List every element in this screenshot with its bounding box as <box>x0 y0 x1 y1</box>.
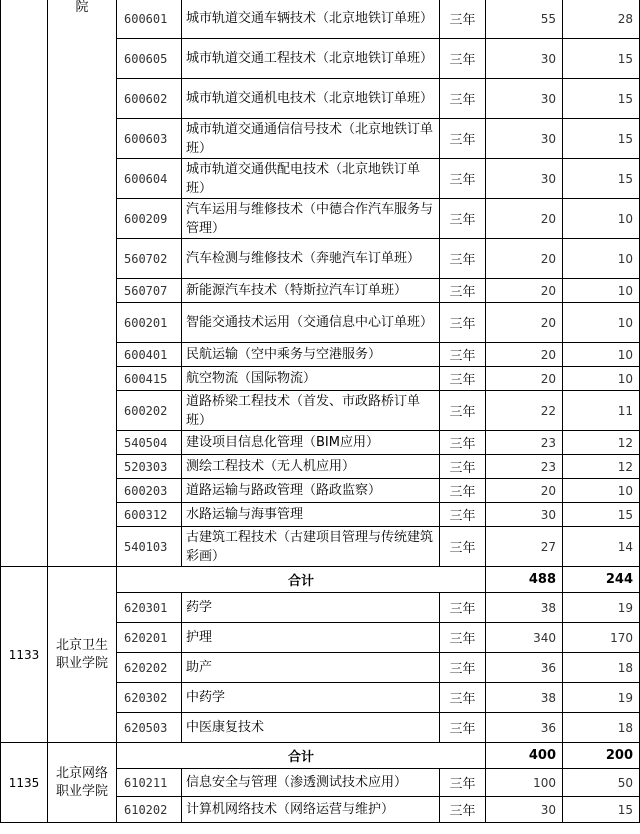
quota-count-cell: 10 <box>563 279 640 303</box>
major-code-cell: 600401 <box>117 343 182 367</box>
duration-cell: 三年 <box>440 683 486 713</box>
quota-count-cell: 170 <box>563 623 640 653</box>
institution-name-cell: 北京卫生职业学院 <box>48 567 117 743</box>
plan-count-cell: 30 <box>486 503 563 527</box>
quota-count-cell: 15 <box>563 39 640 79</box>
institution-name-cell: 北京网络职业学院 <box>48 743 117 823</box>
major-name-cell: 测绘工程技术（无人机应用） <box>182 455 440 479</box>
duration-cell: 三年 <box>440 79 486 119</box>
major-name-cell: 水路运输与海事管理 <box>182 503 440 527</box>
duration-cell: 三年 <box>440 593 486 623</box>
major-code-cell: 620202 <box>117 653 182 683</box>
duration-cell: 三年 <box>440 0 486 39</box>
major-name-cell: 城市轨道交通供配电技术（北京地铁订单班） <box>182 159 440 199</box>
major-code-cell: 600209 <box>117 199 182 239</box>
total-quota-cell: 200 <box>563 743 640 769</box>
total-quota-cell: 244 <box>563 567 640 593</box>
major-name-cell: 助产 <box>182 653 440 683</box>
plan-count-cell: 20 <box>486 199 563 239</box>
plan-count-cell: 30 <box>486 39 563 79</box>
major-name-cell: 护理 <box>182 623 440 653</box>
major-name-cell: 汽车运用与维修技术（中德合作汽车服务与管理） <box>182 199 440 239</box>
total-row <box>1 567 640 593</box>
table-row <box>1 0 640 39</box>
total-plan-cell: 488 <box>486 567 563 593</box>
major-code-cell: 600604 <box>117 159 182 199</box>
quota-count-cell: 19 <box>563 683 640 713</box>
quota-count-cell: 10 <box>563 343 640 367</box>
plan-count-cell: 38 <box>486 593 563 623</box>
major-name-cell: 新能源汽车技术（特斯拉汽车订单班） <box>182 279 440 303</box>
major-name-cell: 中医康复技术 <box>182 713 440 743</box>
major-code-cell: 610211 <box>117 769 182 797</box>
plan-count-cell: 20 <box>486 479 563 503</box>
major-code-cell: 540103 <box>117 527 182 567</box>
plan-count-cell: 23 <box>486 431 563 455</box>
duration-cell: 三年 <box>440 159 486 199</box>
duration-cell: 三年 <box>440 503 486 527</box>
major-code-cell: 520303 <box>117 455 182 479</box>
duration-cell: 三年 <box>440 119 486 159</box>
plan-count-cell: 22 <box>486 391 563 431</box>
major-name-cell: 城市轨道交通机电技术（北京地铁订单班） <box>182 79 440 119</box>
plan-count-cell: 340 <box>486 623 563 653</box>
plan-count-cell: 30 <box>486 79 563 119</box>
duration-cell: 三年 <box>440 199 486 239</box>
plan-count-cell: 27 <box>486 527 563 567</box>
plan-count-cell: 55 <box>486 0 563 39</box>
plan-count-cell: 20 <box>486 367 563 391</box>
major-code-cell: 600312 <box>117 503 182 527</box>
major-code-cell: 610202 <box>117 797 182 823</box>
quota-count-cell: 10 <box>563 303 640 343</box>
major-code-cell: 600203 <box>117 479 182 503</box>
total-label-cell: 合计 <box>117 743 486 769</box>
plan-count-cell: 20 <box>486 239 563 279</box>
duration-cell: 三年 <box>440 623 486 653</box>
table-body <box>1 0 640 823</box>
major-name-cell: 道路运输与路政管理（路政监察） <box>182 479 440 503</box>
plan-count-cell: 30 <box>486 119 563 159</box>
major-code-cell: 540504 <box>117 431 182 455</box>
major-code-cell: 600605 <box>117 39 182 79</box>
plan-count-cell: 30 <box>486 159 563 199</box>
quota-count-cell: 10 <box>563 367 640 391</box>
quota-count-cell: 18 <box>563 713 640 743</box>
duration-cell: 三年 <box>440 479 486 503</box>
plan-count-cell: 36 <box>486 653 563 683</box>
major-name-cell: 中药学 <box>182 683 440 713</box>
major-code-cell: 560707 <box>117 279 182 303</box>
plan-count-cell: 20 <box>486 303 563 343</box>
quota-count-cell: 15 <box>563 159 640 199</box>
plan-count-cell: 36 <box>486 713 563 743</box>
duration-cell: 三年 <box>440 391 486 431</box>
duration-cell: 三年 <box>440 769 486 797</box>
duration-cell: 三年 <box>440 797 486 823</box>
quota-count-cell: 50 <box>563 769 640 797</box>
major-code-cell: 600603 <box>117 119 182 159</box>
quota-count-cell: 14 <box>563 527 640 567</box>
major-code-cell: 600201 <box>117 303 182 343</box>
major-code-cell: 620302 <box>117 683 182 713</box>
plan-count-cell: 30 <box>486 797 563 823</box>
major-code-cell: 620301 <box>117 593 182 623</box>
major-name-cell: 智能交通技术运用（交通信息中心订单班） <box>182 303 440 343</box>
major-name-cell: 民航运输（空中乘务与空港服务） <box>182 343 440 367</box>
major-name-cell: 计算机网络技术（网络运营与维护） <box>182 797 440 823</box>
institution-id-cell: 1135 <box>1 743 48 823</box>
major-name-cell: 道路桥梁工程技术（首发、市政路桥订单班） <box>182 391 440 431</box>
major-code-cell: 620201 <box>117 623 182 653</box>
quota-count-cell: 15 <box>563 797 640 823</box>
institution-name-cell: 院 <box>48 0 117 567</box>
duration-cell: 三年 <box>440 343 486 367</box>
quota-count-cell: 12 <box>563 455 640 479</box>
total-row <box>1 743 640 769</box>
plan-count-cell: 20 <box>486 279 563 303</box>
quota-count-cell: 10 <box>563 199 640 239</box>
major-code-cell: 560702 <box>117 239 182 279</box>
major-name-cell: 汽车检测与维修技术（奔驰汽车订单班） <box>182 239 440 279</box>
major-code-cell: 600601 <box>117 0 182 39</box>
quota-count-cell: 18 <box>563 653 640 683</box>
major-name-cell: 城市轨道交通通信信号技术（北京地铁订单班） <box>182 119 440 159</box>
institution-id-cell: 1133 <box>1 567 48 743</box>
duration-cell: 三年 <box>440 713 486 743</box>
quota-count-cell: 28 <box>563 0 640 39</box>
major-code-cell: 620503 <box>117 713 182 743</box>
duration-cell: 三年 <box>440 455 486 479</box>
quota-count-cell: 11 <box>563 391 640 431</box>
duration-cell: 三年 <box>440 367 486 391</box>
major-name-cell: 药学 <box>182 593 440 623</box>
quota-count-cell: 15 <box>563 119 640 159</box>
plan-count-cell: 38 <box>486 683 563 713</box>
duration-cell: 三年 <box>440 239 486 279</box>
plan-count-cell: 100 <box>486 769 563 797</box>
institution-id-cell <box>1 0 48 567</box>
major-name-cell: 建设项目信息化管理（BIM应用） <box>182 431 440 455</box>
quota-count-cell: 12 <box>563 431 640 455</box>
total-label-cell: 合计 <box>117 567 486 593</box>
duration-cell: 三年 <box>440 431 486 455</box>
major-name-cell: 城市轨道交通车辆技术（北京地铁订单班） <box>182 0 440 39</box>
major-code-cell: 600415 <box>117 367 182 391</box>
major-name-cell: 航空物流（国际物流） <box>182 367 440 391</box>
duration-cell: 三年 <box>440 527 486 567</box>
quota-count-cell: 15 <box>563 79 640 119</box>
major-code-cell: 600602 <box>117 79 182 119</box>
duration-cell: 三年 <box>440 279 486 303</box>
major-name-cell: 城市轨道交通工程技术（北京地铁订单班） <box>182 39 440 79</box>
quota-count-cell: 10 <box>563 239 640 279</box>
duration-cell: 三年 <box>440 653 486 683</box>
duration-cell: 三年 <box>440 39 486 79</box>
quota-count-cell: 10 <box>563 479 640 503</box>
quota-count-cell: 19 <box>563 593 640 623</box>
quota-count-cell: 15 <box>563 503 640 527</box>
major-code-cell: 600202 <box>117 391 182 431</box>
plan-count-cell: 23 <box>486 455 563 479</box>
total-plan-cell: 400 <box>486 743 563 769</box>
plan-count-cell: 20 <box>486 343 563 367</box>
major-name-cell: 古建筑工程技术（古建项目管理与传统建筑彩画） <box>182 527 440 567</box>
major-name-cell: 信息安全与管理（渗透测试技术应用） <box>182 769 440 797</box>
duration-cell: 三年 <box>440 303 486 343</box>
